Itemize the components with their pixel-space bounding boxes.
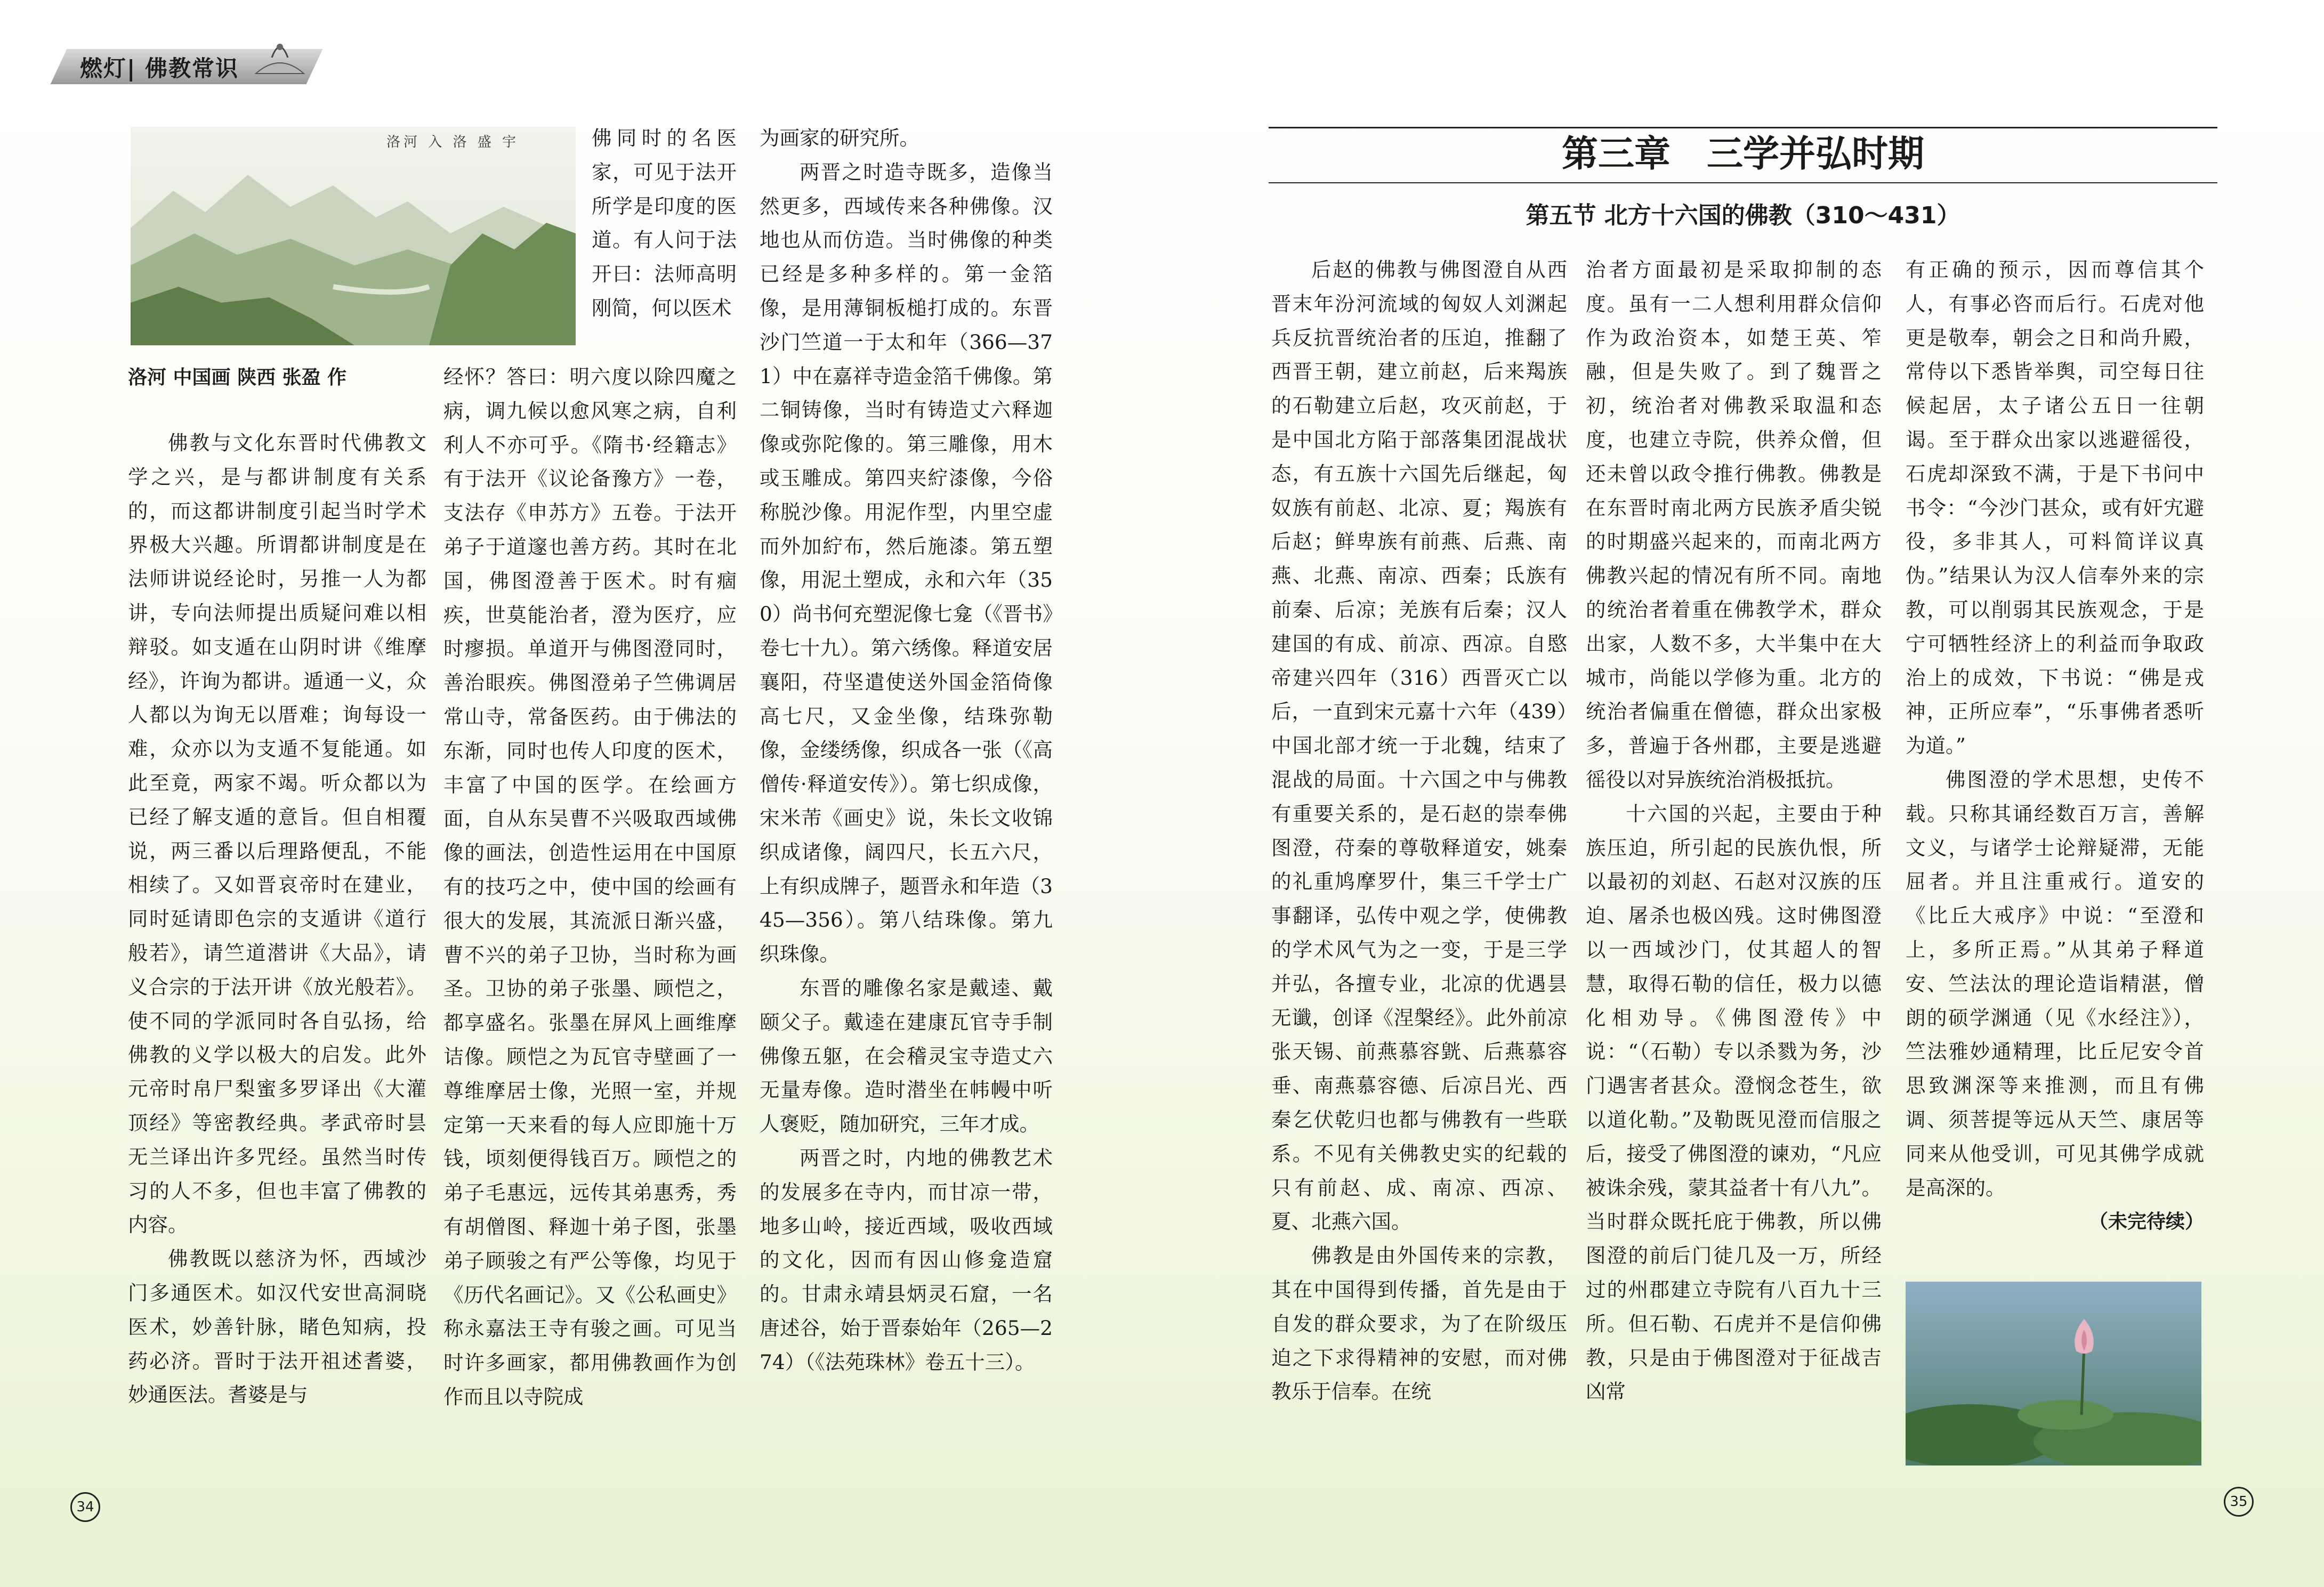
right-column-3 (1906, 253, 2204, 1239)
lamp-ornament-icon (251, 31, 309, 79)
paragraph: 两晋之时造寺既多，造像当然更多，西域传来各种佛像。汉地也从而仿造。当时佛像的种类已经是多种多样的。第一金箔像，是用薄铜板槌打成的。东晋沙门竺道一于太和年（366—371）中在嘉祥寺造金箔千佛像。第二铜铸像，当时有铸造丈六释迦像或弥陀像的。第三雕像，用木或玉雕成。第四夹紵漆像，今俗称脱沙像。用泥作型，内里空虚而外加紵布，然后施漆。第五塑像，用泥土塑成，永和六年（350）尚书何充塑泥像七龛（《晋书》卷七十九）。第六绣像。释道安居襄阳，苻坚遣使送外国金箔倚像高七尺，又金坐像，结珠弥勒像，金缕绣像，织成各一张（《高僧传·释道安传》）。第七织成像，宋米芾《画史》说，朱长文收锦织成诸像，阔四尺，长五六尺，上有织成牌子，题晋永和年造（345—356）。第八结珠像。第九织珠像。 (760, 160, 1053, 966)
right-column-1 (1271, 253, 1567, 1409)
painting-inscription: 洛河 入 洛 盛 宇 (386, 134, 520, 150)
image-caption: 洛河 中国画 陕西 张盈 作 (128, 367, 347, 388)
paragraph: 两晋之时，内地的佛教艺术的发展多在寺内，而甘凉一带，地多山岭，接近西域，吸收西域的文化，因而有因山修龛造窟的。甘肃永靖县炳灵石窟，一名唐述谷，始于晋泰始年（265—274）（《法苑珠林》卷五十三）。 (760, 1146, 1053, 1374)
chapter-rule-bottom (1269, 182, 2217, 183)
paragraph: 佛图澄的学术思想，史传不载。只称其诵经数百万言，善解文义，与诸学士论辩疑滞，无能屈者。并且注重戒行。道安的《比丘大戒序》中说：“至澄和上，多所正焉。”从其弟子释道安、竺法汰的理论造诣精湛，僧朗的硕学渊通（见《水经注》），竺法雅妙通精理，比丘尼安令首思致渊深等来推测，而且有佛调、须菩提等远从天竺、康居等同来从他受训，可见其佛学成就是高深的。 (1906, 767, 2204, 1200)
left-column-3 (760, 122, 1053, 1379)
paragraph: 后赵的佛教与佛图澄自从西晋末年汾河流域的匈奴人刘渊起兵反抗晋统治者的压迫，推翻了西晋王朝，建立前赵，后来羯族的石勒建立后赵，攻灭前赵，于是中国北方陷于部落集团混战状态，有五族十六国先后继起，匈奴族有前赵、北凉、夏；羯族有后赵；鲜卑族有前燕、后燕、南燕、北燕、南凉、西秦；氐族有前秦、后凉；羌族有后秦；汉人建国的有成、前凉、西凉。自愍帝建兴四年（316）西晋灭亡以后，一直到宋元嘉十六年（439）中国北部才统一于北魏，结束了混战的局面。十六国之中与佛教有重要关系的，是石赵的崇奉佛图澄，苻秦的尊敬释道安，姚秦的礼重鸠摩罗什，集三千学士广事翻译，弘传中观之学，使佛教的学术风气为之一变，于是三学并弘，各擅专业，北凉的优遇昙无谶，创译《涅槃经》。此外前凉张天锡、前燕慕容皝、后燕慕容垂、南燕慕容德、后凉吕光、西秦乞伏乾归也都与佛教有一些联系。不见有关佛教史实的纪载的只有前赵、成、南凉、西凉、夏、北燕六国。 (1271, 258, 1567, 1234)
paragraph: 佛教是由外国传来的宗教，其在中国得到传播，首先是由于自发的群众要求，为了在阶级压迫之下求得精神的安慰，而对佛教乐于信奉。在统 (1271, 1244, 1567, 1404)
paragraph: 经怀？答曰：明六度以除四魔之病，调九候以愈风寒之病，自利利人不亦可乎。《隋书·经籍志》有于法开《议论备豫方》一卷，支法存《申苏方》五卷。于法开弟子于道邃也善方药。其时在北国，佛图澄善于医术。时有痼疾，世莫能治者，澄为医疗，应时瘳损。单道开与佛图澄同时，善治眼疾。佛图澄弟子竺佛调居常山寺，常备医药。由于佛法的东渐，同时也传人印度的医术，丰富了中国的医学。在绘画方面，自从东吴曹不兴吸取西域佛像的画法，创造性运用在中国原有的技巧之中，使中国的绘画有很大的发展，其流派日渐兴盛，曹不兴的弟子卫协，当时称为画圣。卫协的弟子张墨、顾恺之，都享盛名。张墨在屏风上画维摩诘像。顾恺之为瓦官寺壁画了一尊维摩居士像，光照一室，并规定第一天来看的每人应即施十万钱，顷刻便得钱百万。顾恺之的弟子毛惠远，远传其弟惠秀，秀有胡僧图、释迦十弟子图，张墨弟子顾骏之有严公等像，均见于《历代名画记》。又《公私画史》称永嘉法王寺有骏之画。可见当时许多画家，都用佛教画作为创作而且以寺院成 (443, 365, 737, 1408)
lotus-photo (1906, 1282, 2201, 1465)
right-column-2 (1586, 253, 1882, 1409)
left-column-2 (443, 360, 737, 1414)
section-title: 第五节 北方十六国的佛教（310～431） (1526, 202, 1960, 229)
paragraph: 十六国的兴起，主要由于种族压迫，所引起的民族仇恨，所以最初的刘赵、石赵对汉族的压迫、屠杀也极凶残。这时佛图澄以一西域沙门，仗其超人的智慧，取得石勒的信任，极力以德化相劝导。《佛图澄传》中说：“（石勒）专以杀戮为务，沙门遇害者甚众。澄悯念苍生，欲以道化勒。”及勒既见澄而信服之后，接受了佛图澄的谏劝，“凡应被诛余残，蒙其益者十有八九”。当时群众既托庇于佛教，所以佛图澄的前后门徒几及一万，所经过的州郡建立寺院有八百九十三所。但石勒、石虎并不是信仰佛教，只是由于佛图澄对于征战吉凶常 (1586, 801, 1882, 1404)
paragraph: 东晋的雕像名家是戴逵、戴颐父子。戴逵在建康瓦官寺手制佛像五躯，在会稽灵宝寺造丈六无量寿像。造时潜坐在帏幔中听人褒贬，随加研究，三年才成。 (760, 976, 1053, 1136)
page-number-left: 34 (70, 1492, 100, 1522)
paragraph: 佛教与文化东晋时代佛教文学之兴，是与都讲制度有关系的，而这都讲制度引起当时学术界极大兴趣。所谓都讲制度是在法师讲说经论时，另推一人为都讲，专向法师提出质疑问难以相辩驳。如支遁在山阴时讲《维摩经》，许询为都讲。遁通一义，众人都以为询无以厝难；询每设一难，众亦以为支遁不复能通。如此至竟，两家不竭。听众都以为已经了解支遁的意旨。但自相覆说，两三番以后理路便乱，不能相续了。又如晋哀帝时在建业，同时延请即色宗的支遁讲《道行般若》，请竺道潜讲《大品》，请义合宗的于法开讲《放光般若》。使不同的学派同时各自弘扬，给佛教的义学以极大的启发。此外元帝时帛尸梨蜜多罗译出《大灌顶经》等密教经典。孝武帝时昙无兰译出许多咒经。虽然当时传习的人不多，但也丰富了佛教的内容。 (128, 431, 426, 1237)
left-column-2-top (592, 122, 737, 326)
paragraph: 佛教既以慈济为怀，西域沙门多通医术。如汉代安世高洞晓医术，妙善针脉，睹色知病，投药必济。晋时于法开祖述耆婆，妙通医法。耆婆是与 (128, 1247, 426, 1407)
page-number-right: 35 (2224, 1487, 2254, 1517)
left-column-1 (128, 426, 426, 1412)
paragraph: 为画家的研究所。 (760, 126, 919, 150)
paragraph: 佛同时的名医家，可见于法开所学是印度的医道。有人问于法开曰：法师高明刚简，何以医术 (592, 126, 737, 320)
chapter-title: 第三章 三学并弘时期 (1561, 133, 1924, 175)
landscape-painting (131, 127, 576, 345)
paragraph: 有正确的预示，因而尊信其个人，有事必咨而后行。石虎对他更是敬奉，朝会之日和尚升殿，常侍以下悉皆举舆，司空每日往候起居，太子诸公五日一往朝谒。至于群众出家以逃避徭役，石虎却深致不满，于是下书问中书令：“今沙门甚众，或有奸宄避役，多非其人，可料简详议真伪。”结果认为汉人信奉外来的宗教，可以削弱其民族观念，于是宁可牺牲经济上的利益而争取政治上的成效，下书说：“佛是戎神，正所应奉”，“乐事佛者悉听为道。” (1906, 258, 2204, 758)
header-title: 燃灯| 佛教常识 (80, 55, 239, 82)
paragraph: 治者方面最初是采取抑制的态度。虽有一二人想利用群众信仰作为政治资本，如楚王英、笮融，但是失败了。到了魏晋之初，统治者对佛教采取温和态度，也建立寺院，供养众僧，但还未曾以政令推行佛教。佛教是在东晋时南北两方民族矛盾尖锐的时期盛兴起来的，而南北两方佛教兴起的情况有所不同。南地的统治者着重在佛教学术，群众出家，人数不多，大半集中在大城市，尚能以学修为重。北方的统治者偏重在僧德，群众出家极多，普遍于各州郡，主要是逃避徭役以对异族统治消极抵抗。 (1586, 258, 1882, 791)
to-be-continued: （未完待续） (2088, 1211, 2204, 1233)
